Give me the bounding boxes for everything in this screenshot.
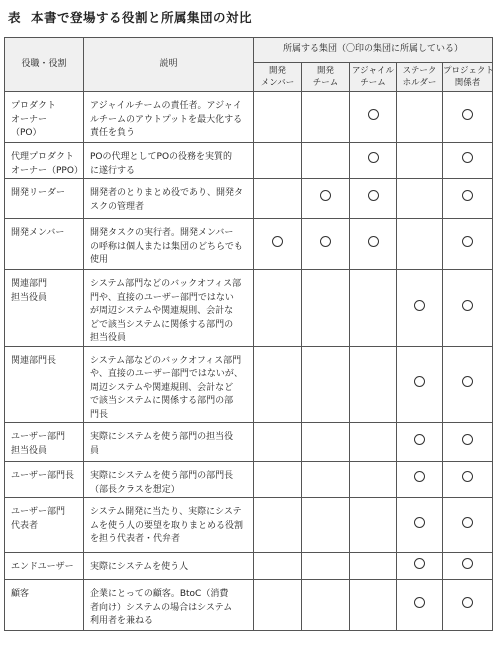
membership-circle-mark: [414, 376, 425, 387]
membership-cell-stakeholder: [397, 580, 443, 631]
role-line: 代理プロダクト: [11, 152, 75, 162]
table-row: [5, 423, 493, 462]
membership-cell-agile-team: [350, 580, 397, 631]
role-cell: [5, 179, 84, 219]
membership-circle-mark: [462, 300, 473, 311]
membership-cell-agile-team: [350, 553, 397, 580]
header-col-dev-member: [254, 63, 302, 92]
role-line: オーナー（PPO）: [11, 165, 83, 176]
description-line: ルチームのアウトプットを最大化する: [90, 114, 243, 125]
membership-circle-mark: [462, 597, 473, 608]
membership-cell-agile-team: [350, 498, 397, 553]
description-cell: [84, 580, 254, 631]
membership-cell-dev-member: [254, 462, 302, 498]
membership-cell-dev-member: [254, 423, 302, 462]
description-line: に遂行する: [90, 165, 136, 176]
membership-cell-project-member: [443, 143, 493, 179]
description-line: や、直接のユーザー部門ではないが、: [90, 369, 243, 379]
description-line: 開発者のとりまとめ役であり、開発タ: [90, 188, 244, 198]
description-line: システム部門などのバックオフィス部: [90, 279, 242, 289]
role-line: （PO）: [11, 128, 42, 138]
membership-cell-dev-team: [302, 143, 350, 179]
table-row: [5, 462, 493, 498]
membership-circle-mark: [414, 558, 425, 569]
table-row: [5, 270, 493, 347]
role-cell: [5, 553, 84, 580]
membership-cell-project-member: [443, 92, 493, 143]
table-row: [5, 143, 493, 179]
description-line: 利用者を兼ねる: [90, 616, 154, 626]
membership-circle-mark: [462, 190, 473, 201]
membership-circle-mark: [368, 109, 379, 120]
description-line: ムを使う人の要望を取りまとめる役割: [90, 520, 244, 531]
description-line: スクの管理者: [90, 201, 145, 212]
membership-cell-agile-team: [350, 219, 397, 270]
description-cell: [84, 462, 254, 498]
role-cell: [5, 219, 84, 270]
role-cell: [5, 462, 84, 498]
role-line: 顧客: [11, 589, 30, 599]
membership-cell-agile-team: [350, 423, 397, 462]
table-row: [5, 179, 493, 219]
header-col-line: チーム: [312, 78, 339, 88]
description-line: 者向け）システムの場合はシステム: [90, 602, 233, 613]
membership-cell-agile-team: [350, 179, 397, 219]
membership-cell-dev-team: [302, 346, 350, 423]
membership-cell-stakeholder: [397, 179, 443, 219]
role-line: ユーザー部門: [11, 507, 66, 517]
header-col-agile-team: [350, 63, 397, 92]
membership-circle-mark: [462, 109, 473, 120]
description-line: の呼称は個人または集団のどちらでも: [90, 241, 243, 252]
table-row: [5, 553, 493, 580]
description-line: 門や、直接のユーザー部門ではない: [90, 292, 234, 303]
membership-cell-dev-team: [302, 580, 350, 631]
description-cell: [84, 143, 254, 179]
membership-cell-dev-team: [302, 462, 350, 498]
membership-cell-dev-member: [254, 346, 302, 423]
membership-circle-mark: [462, 558, 473, 569]
role-cell: [5, 580, 84, 631]
description-line: 開発タスクの実行者。開発メンバー: [90, 228, 234, 238]
description-line: アジャイルチームの責任者。アジャイ: [90, 101, 242, 111]
description-line: 企業にとっての顧客。BtoC（消費: [90, 589, 229, 599]
role-cell: [5, 270, 84, 347]
role-line: ユーザー部門: [11, 432, 66, 442]
membership-circle-mark: [462, 152, 473, 163]
role-line: 担当役員: [11, 292, 48, 303]
description-cell: [84, 553, 254, 580]
description-cell: [84, 423, 254, 462]
description-line: が周辺システムや関連規則、会計な: [90, 306, 234, 316]
membership-circle-mark: [462, 376, 473, 387]
table-row: [5, 580, 493, 631]
membership-cell-stakeholder: [397, 346, 443, 423]
membership-circle-mark: [272, 236, 283, 247]
caption-text: 本書で登場する役割と所属集団の対比: [31, 10, 253, 25]
header-col-stakeholder: [397, 63, 443, 92]
role-line: 関連部門長: [11, 355, 57, 366]
membership-cell-dev-team: [302, 92, 350, 143]
membership-cell-dev-member: [254, 498, 302, 553]
role-line: オーナー: [11, 114, 48, 125]
description-line: POの代理としてPOの役務を実質的: [90, 152, 233, 162]
description-line: （部長クラスを想定）: [90, 484, 180, 495]
membership-cell-dev-team: [302, 219, 350, 270]
description-line: を担う代表者・代弁者: [90, 534, 181, 544]
header-col-line: ステーク: [402, 66, 437, 76]
membership-cell-dev-team: [302, 270, 350, 347]
membership-cell-stakeholder: [397, 92, 443, 143]
role-line: ユーザー部門長: [11, 471, 75, 481]
role-line: プロダクト: [11, 101, 57, 111]
membership-cell-project-member: [443, 462, 493, 498]
membership-cell-stakeholder: [397, 423, 443, 462]
description-line: 周辺システムや関連規則、会計など: [90, 382, 234, 393]
membership-circle-mark: [368, 190, 379, 201]
membership-circle-mark: [320, 190, 331, 201]
description-line: システム開発に当たり、実際にシステ: [90, 507, 242, 517]
membership-circle-mark: [414, 434, 425, 445]
description-line: 使用: [90, 255, 109, 265]
membership-cell-stakeholder: [397, 462, 443, 498]
header-col-line: チーム: [360, 78, 386, 88]
header-description: 説明: [84, 38, 254, 92]
role-line: 代表者: [11, 520, 39, 531]
table-row: [5, 92, 493, 143]
membership-circle-mark: [414, 471, 425, 482]
role-line: 関連部門: [11, 279, 48, 289]
caption-marker: 表: [8, 10, 22, 25]
header-col-line: 開発: [268, 66, 286, 76]
membership-cell-agile-team: [350, 92, 397, 143]
membership-cell-dev-team: [302, 553, 350, 580]
membership-cell-project-member: [443, 346, 493, 423]
role-line: エンドユーザー: [11, 562, 74, 572]
membership-cell-project-member: [443, 580, 493, 631]
membership-cell-stakeholder: [397, 498, 443, 553]
membership-cell-project-member: [443, 270, 493, 347]
membership-circle-mark: [462, 236, 473, 247]
membership-cell-project-member: [443, 423, 493, 462]
membership-cell-project-member: [443, 219, 493, 270]
membership-circle-mark: [462, 517, 473, 528]
role-cell: [5, 92, 84, 143]
description-line: 実際にシステムを使う部門の部門長: [90, 471, 234, 481]
membership-circle-mark: [462, 471, 473, 482]
membership-cell-agile-team: [350, 143, 397, 179]
description-line: 担当役員: [90, 333, 127, 343]
membership-cell-dev-member: [254, 580, 302, 631]
header-col-line: ホルダー: [402, 78, 437, 88]
table-row: [5, 346, 493, 423]
description-cell: [84, 498, 254, 553]
membership-circle-mark: [320, 236, 331, 247]
table-caption: [8, 8, 252, 28]
header-col-line: アジャイル: [352, 66, 394, 76]
role-cell: [5, 498, 84, 553]
membership-circle-mark: [462, 434, 473, 445]
description-cell: [84, 270, 254, 347]
role-line: 開発リーダー: [11, 188, 66, 198]
description-line: 員: [90, 445, 100, 456]
membership-circle-mark: [368, 152, 379, 163]
role-cell: [5, 346, 84, 423]
membership-cell-dev-member: [254, 92, 302, 143]
membership-cell-project-member: [443, 553, 493, 580]
role-line: 担当役員: [11, 445, 48, 456]
header-col-line: 関係者: [454, 78, 481, 88]
header-role: 役職・役割: [5, 38, 84, 92]
description-cell: [84, 179, 254, 219]
membership-cell-stakeholder: [397, 219, 443, 270]
table-row: [5, 219, 493, 270]
membership-cell-agile-team: [350, 270, 397, 347]
membership-cell-dev-member: [254, 270, 302, 347]
membership-cell-stakeholder: [397, 143, 443, 179]
description-line: 実際にシステムを使う部門の担当役: [90, 432, 234, 442]
membership-cell-dev-member: [254, 219, 302, 270]
description-line: システム部などのバックオフィス部門: [90, 355, 242, 366]
description-cell: [84, 346, 254, 423]
role-line: 開発メンバー: [11, 228, 65, 238]
description-line: 責任を負う: [90, 128, 136, 138]
membership-circle-mark: [368, 236, 379, 247]
membership-cell-dev-member: [254, 179, 302, 219]
description-cell: [84, 219, 254, 270]
description-line: で該当システムに関係する部門の部: [90, 396, 234, 406]
description-cell: [84, 92, 254, 143]
role-cell: [5, 143, 84, 179]
header-group: 所属する集団（〇印の集団に所属している）: [254, 38, 493, 63]
header-col-line: プロジェクト: [443, 66, 494, 76]
header-col-dev-team: [302, 63, 350, 92]
membership-cell-dev-member: [254, 143, 302, 179]
role-group-table: [4, 37, 493, 631]
description-line: 門長: [90, 409, 109, 420]
role-cell: [5, 423, 84, 462]
membership-cell-agile-team: [350, 462, 397, 498]
membership-cell-dev-team: [302, 423, 350, 462]
membership-cell-project-member: [443, 498, 493, 553]
membership-cell-project-member: [443, 179, 493, 219]
membership-circle-mark: [414, 517, 425, 528]
description-line: どで該当システムに関係する部門の: [90, 319, 234, 330]
header-col-line: メンバー: [260, 78, 295, 88]
membership-cell-dev-team: [302, 498, 350, 553]
header-col-line: 開発: [316, 66, 334, 76]
membership-cell-stakeholder: [397, 553, 443, 580]
membership-circle-mark: [414, 597, 425, 608]
description-line: 実際にシステムを使う人: [90, 562, 189, 572]
membership-cell-agile-team: [350, 346, 397, 423]
table-row: [5, 498, 493, 553]
membership-cell-stakeholder: [397, 270, 443, 347]
membership-circle-mark: [414, 300, 425, 311]
membership-cell-dev-member: [254, 553, 302, 580]
header-col-project-member: [443, 63, 493, 92]
membership-cell-dev-team: [302, 179, 350, 219]
